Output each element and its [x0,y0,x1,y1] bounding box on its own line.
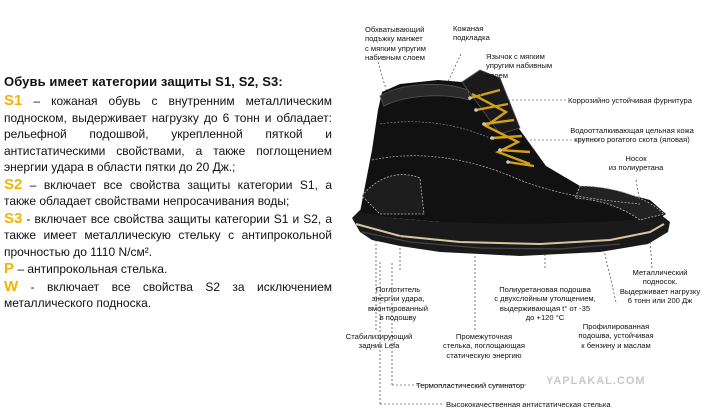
label-midsole: Промежуточная стелька, поглощающая статическую энергию [443,332,525,360]
category-code: W [4,277,19,295]
category-dash: - [22,211,35,226]
label-absorber: Поглотитель энергии удара, вмонтированный в подошву [367,285,428,323]
category-description: включает все свойства защиты категории S1 и S2, а также имеет металлическую стельку с антипрокольной прочностью до 1110 N/cм². [4,211,333,259]
category-description: включает все свойства S2 за исключением металлического подноска. [4,279,332,310]
category-description: кожаная обувь с внутренним металлическим подноском, выдерживает нагрузку до 6 тонн и обладает: рельефной подошвой, укрепленной пяткой и антистатическими свойствами, а также поглощением энергии удара в области пятки до 20 Дж.; [4,94,332,174]
category-dash: – [22,177,44,192]
label-heel-stabilizer: Стабилизирующий задник Lefa [345,332,413,351]
watermark: YAPLAKAL.COM [546,375,646,387]
label-toe-poly: Носок из полиуретана [608,154,664,173]
category-code: S3 [4,209,23,227]
category-code: S2 [4,175,23,193]
label-supinator: Термопластический супинатор [416,381,525,390]
category-dash: - [18,279,47,294]
label-upper-leather: Водоотталкивающая цельная кожа крупного рогатого скота (яловая) [570,126,694,145]
label-pu-sole: Полиуретановая подошва с двухслойным утолщением, выдерживающая t° от -35 до +120 °С [494,285,596,323]
label-profiled-sole: Профилированная подошва, устойчивая к бензину и маслам [578,322,654,350]
category-description: антипрокольная стелька. [27,262,168,276]
label-fittings: Коррозийно устойчивая фурнитура [568,96,692,105]
label-tongue: Язычок с мягким упругим набивным слоем [486,52,553,80]
category-code: P [4,260,15,277]
category-dash: – [22,94,52,108]
category-dash: – [14,262,28,276]
label-insole: Высококачественная антистатическая стелька [446,400,611,409]
label-collar: Обхватывающий подъжку манжет с мягким упругим набивным слоем [365,25,426,63]
category-description: включает все свойства защиты категории S1, а также обладает свойствами непросачивания воды; [4,177,333,208]
label-metal-toe: Металлический подносок. Выдерживает нагрузку 6 тонн или 200 Дж [619,268,701,306]
label-lining: Кожаная подкладка [453,24,490,43]
page-title: Обувь имеет категории защиты S1, S2, S3: [4,74,283,89]
category-code: S1 [4,92,23,109]
